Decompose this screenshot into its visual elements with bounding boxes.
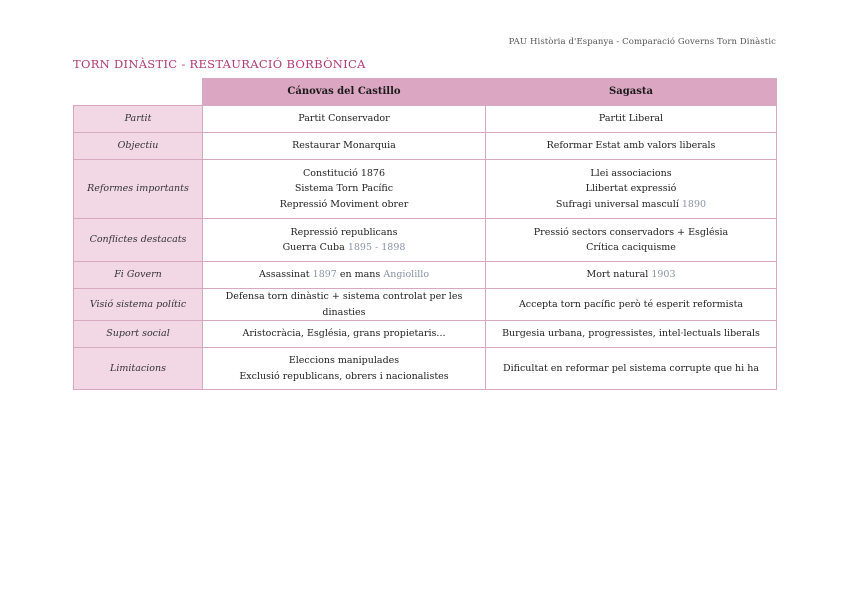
- column-header-canovas: Cánovas del Castillo: [203, 79, 486, 106]
- page-title: TORN DINÀSTIC - RESTAURACIÓ BORBÒNICA: [73, 57, 366, 71]
- row-label: Limitacions: [74, 348, 203, 390]
- cell-sagasta: Dificultat en reformar pel sistema corrupte que hi ha: [486, 348, 777, 390]
- table-row-objectiu: [74, 133, 777, 160]
- cell-line: [207, 240, 481, 256]
- cell-line: Llibertat expressió: [585, 183, 677, 195]
- cell-canovas: Partit Conservador: [203, 106, 486, 133]
- cell-sagasta: Partit Liberal: [486, 106, 777, 133]
- date-text: 1890: [681, 198, 707, 210]
- name-text: Angiolillo: [383, 269, 430, 281]
- table-row-reformes: [74, 160, 777, 219]
- cell-line: Repressió Moviment obrer: [279, 198, 409, 210]
- table-row-partit: [74, 106, 777, 133]
- cell-line: Repressió republicans: [290, 226, 398, 238]
- table-row-visio: [74, 289, 777, 321]
- cell-line: Sistema Torn Pacífic: [294, 183, 394, 195]
- cell-text: en mans: [339, 269, 381, 281]
- cell-sagasta: Accepta torn pacífic però té esperit reformista: [486, 289, 777, 321]
- row-label: Objectiu: [74, 133, 203, 160]
- cell-canovas: Defensa torn dinàstic + sistema controlat per les dinasties: [203, 289, 486, 321]
- cell-sagasta: [486, 219, 777, 262]
- date-text: 1897: [312, 269, 337, 281]
- row-label: Suport social: [74, 321, 203, 348]
- cell-text: Assassinat: [258, 269, 310, 281]
- cell-canovas: [203, 348, 486, 390]
- cell-line: Constitució 1876: [302, 167, 386, 179]
- cell-canovas: [203, 262, 486, 289]
- cell-text: Sufragi universal masculí: [555, 198, 679, 210]
- table-row-conflictes: [74, 219, 777, 262]
- table-row-fi-govern: [74, 262, 777, 289]
- row-label: Visió sistema polític: [74, 289, 203, 321]
- cell-line: Crítica caciquisme: [586, 242, 676, 253]
- table-row-suport: [74, 321, 777, 348]
- comparison-table: [73, 78, 777, 390]
- cell-line: Exclusió republicans, obrers i nacionalistes: [239, 370, 449, 382]
- table-row-limitacions: [74, 348, 777, 390]
- cell-line: [490, 197, 772, 213]
- table-header-row: [74, 79, 777, 106]
- cell-canovas: Restaurar Monarquia: [203, 133, 486, 160]
- date-text: 1895 - 1898: [347, 242, 406, 253]
- row-label: Conflictes destacats: [74, 219, 203, 262]
- cell-sagasta: Reformar Estat amb valors liberals: [486, 133, 777, 160]
- cell-line: Eleccions manipulades: [288, 355, 400, 366]
- cell-canovas: Aristocràcia, Església, grans propietaris...: [203, 321, 486, 348]
- cell-text: Mort natural: [586, 269, 649, 281]
- cell-sagasta: [486, 160, 777, 219]
- cell-text: Guerra Cuba: [282, 242, 345, 253]
- header-blank-cell: [74, 79, 203, 106]
- document-header-note: PAU Història d'Espanya - Comparació Governs Torn Dinàstic: [508, 37, 776, 47]
- cell-sagasta: [486, 262, 777, 289]
- cell-canovas: [203, 160, 486, 219]
- row-label: Reformes importants: [74, 160, 203, 219]
- cell-sagasta: Burgesia urbana, progressistes, intel·lectuals liberals: [486, 321, 777, 348]
- row-label: Partit: [74, 106, 203, 133]
- row-label: Fi Govern: [74, 262, 203, 289]
- date-text: 1903: [651, 269, 676, 281]
- cell-line: Llei associacions: [590, 167, 672, 179]
- cell-line: Pressió sectors conservadors + Església: [533, 226, 729, 238]
- cell-canovas: [203, 219, 486, 262]
- column-header-sagasta: Sagasta: [486, 79, 777, 106]
